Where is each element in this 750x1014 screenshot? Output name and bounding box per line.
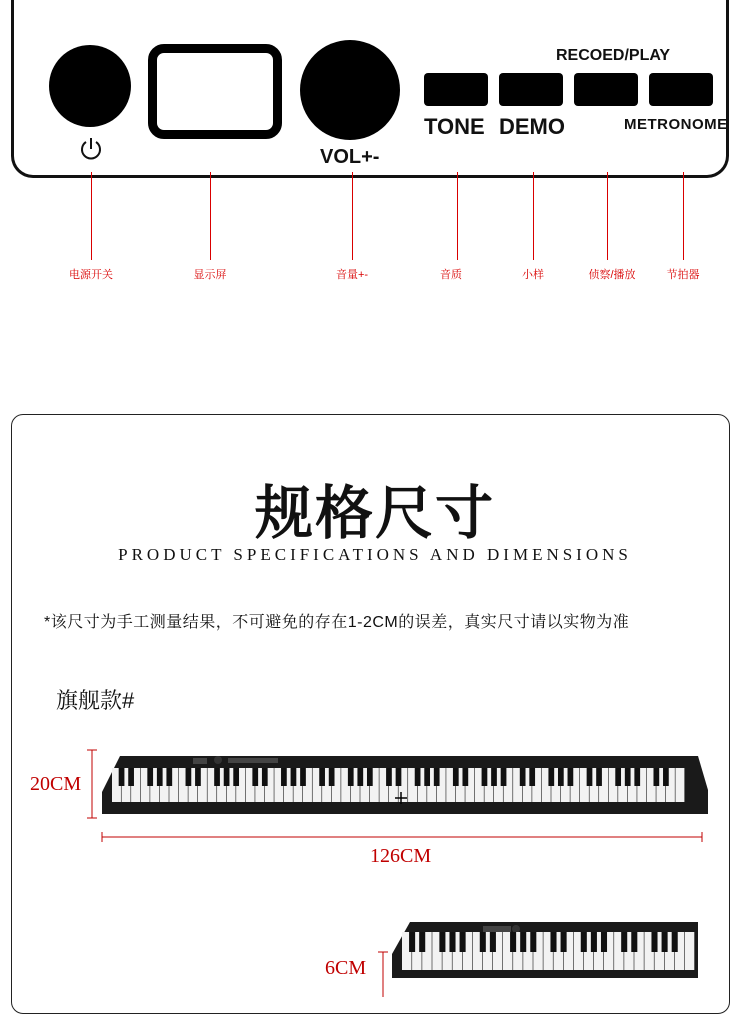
black-key <box>568 768 574 786</box>
black-key <box>653 768 659 786</box>
black-key <box>147 768 153 786</box>
power-leader-line <box>91 172 92 260</box>
white-key <box>675 768 684 802</box>
metronome-annotation: 节拍器 <box>666 269 700 281</box>
model-name: 旗舰款# <box>56 688 135 713</box>
black-key <box>439 932 445 952</box>
black-key <box>530 932 536 952</box>
tone-annotation: 音质 <box>440 269 462 281</box>
black-key <box>663 768 669 786</box>
black-key <box>548 768 554 786</box>
power-button[interactable] <box>49 45 131 127</box>
black-key <box>561 932 567 952</box>
black-key <box>581 932 587 952</box>
specs-title: 规格尺寸 <box>254 481 495 546</box>
black-key <box>128 768 134 786</box>
black-key <box>419 932 425 952</box>
black-key <box>615 768 621 786</box>
depth-dimension: 6CM <box>325 957 367 979</box>
black-key <box>490 932 496 952</box>
height-bracket <box>85 748 99 820</box>
black-key <box>434 768 440 786</box>
display-leader-line <box>210 172 211 260</box>
display-screen <box>148 44 282 139</box>
black-key <box>367 768 373 786</box>
display-annotation: 显示屏 <box>193 269 227 281</box>
demo-annotation: 小样 <box>522 269 544 281</box>
metronome-button[interactable] <box>649 73 713 106</box>
tone-button[interactable] <box>424 73 488 106</box>
black-key <box>281 768 287 786</box>
black-key <box>587 768 593 786</box>
volume-leader-line <box>352 172 353 260</box>
demo-button[interactable] <box>499 73 563 106</box>
tone-label: TONE <box>424 114 485 139</box>
width-dimension: 126CM <box>370 845 432 867</box>
black-key <box>214 768 220 786</box>
black-key <box>482 768 488 786</box>
black-key <box>386 768 392 786</box>
black-key <box>396 768 402 786</box>
black-key <box>195 768 201 786</box>
keyboard-side-view <box>388 920 698 982</box>
black-key <box>224 768 230 786</box>
depth-bracket <box>376 950 390 997</box>
black-key <box>233 768 239 786</box>
black-key <box>591 932 597 952</box>
black-key <box>601 932 607 952</box>
black-key <box>480 932 486 952</box>
record-play-button[interactable] <box>574 73 638 106</box>
black-key <box>348 768 354 786</box>
black-key <box>415 768 421 786</box>
width-bracket <box>100 830 704 844</box>
black-key <box>462 768 468 786</box>
black-key <box>449 932 455 952</box>
volume-annotation: 音量+- <box>335 269 369 281</box>
black-key <box>329 768 335 786</box>
record-play-annotation: 侦察/播放 <box>588 269 636 281</box>
black-key <box>662 932 668 952</box>
black-key <box>460 932 466 952</box>
keyboard-illustration <box>98 748 712 818</box>
demo-label: DEMO <box>499 114 565 139</box>
black-key <box>119 768 125 786</box>
measurement-note: *该尺寸为手工测量结果，不可避免的存在1-2CM的误差，真实尺寸请以实物为准 <box>44 614 630 631</box>
black-key <box>631 932 637 952</box>
black-key <box>520 768 526 786</box>
demo-leader-line <box>533 172 534 260</box>
height-dimension: 20CM <box>30 773 82 795</box>
black-key <box>529 768 535 786</box>
volume-knob[interactable] <box>300 40 400 140</box>
record-play-leader-line <box>607 172 608 260</box>
metronome-label: METRONOME <box>624 116 728 133</box>
black-key <box>252 768 258 786</box>
volume-label: VOL+- <box>320 146 380 168</box>
black-key <box>157 768 163 786</box>
black-key <box>672 932 678 952</box>
black-key <box>424 768 430 786</box>
black-key <box>634 768 640 786</box>
black-key <box>651 932 657 952</box>
metronome-leader-line <box>683 172 684 260</box>
black-key <box>491 768 497 786</box>
black-key <box>300 768 306 786</box>
specs-subtitle: PRODUCT SPECIFICATIONS AND DIMENSIONS <box>118 545 632 564</box>
black-key <box>291 768 297 786</box>
record-play-label: RECOED/PLAY <box>556 47 671 64</box>
black-key <box>520 932 526 952</box>
power-icon <box>78 136 104 162</box>
black-key <box>409 932 415 952</box>
black-key <box>625 768 631 786</box>
tone-leader-line <box>457 172 458 260</box>
black-key <box>357 768 363 786</box>
black-key <box>186 768 192 786</box>
white-key <box>685 932 695 970</box>
black-key <box>453 768 459 786</box>
black-key <box>319 768 325 786</box>
black-key <box>510 932 516 952</box>
power-annotation: 电源开关 <box>69 269 113 281</box>
black-key <box>262 768 268 786</box>
black-key <box>550 932 556 952</box>
black-key <box>501 768 507 786</box>
black-key <box>621 932 627 952</box>
black-key <box>596 768 602 786</box>
black-key <box>558 768 564 786</box>
black-key <box>166 768 172 786</box>
